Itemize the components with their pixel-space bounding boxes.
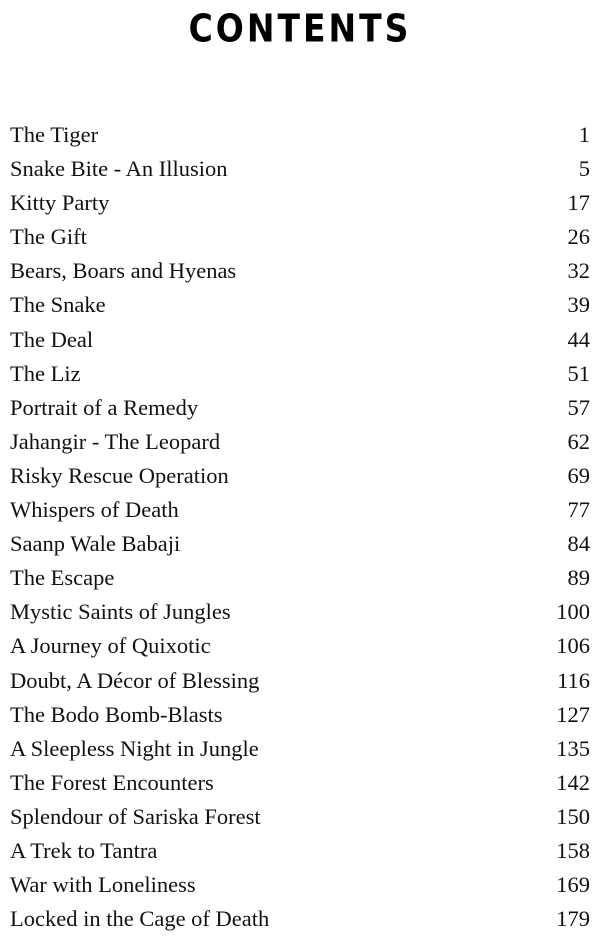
toc-entry-page-number: 179 bbox=[556, 906, 590, 932]
toc-entry-page-number: 100 bbox=[556, 599, 590, 625]
toc-entry-page-number: 169 bbox=[556, 872, 590, 898]
toc-entry bbox=[10, 152, 590, 186]
page-title: CONTENTS bbox=[188, 6, 412, 51]
toc-entry-page-number: 17 bbox=[567, 190, 590, 216]
toc-entry-title: A Journey of Quixotic bbox=[10, 633, 211, 659]
toc-entry bbox=[10, 254, 590, 288]
toc-entry bbox=[10, 902, 590, 936]
toc-entry-page-number: 84 bbox=[567, 531, 590, 557]
toc-entry-title: Locked in the Cage of Death bbox=[10, 906, 270, 932]
toc-entry-title: The Liz bbox=[10, 360, 81, 386]
toc-entry-page-number: 116 bbox=[557, 667, 590, 693]
toc-entry-title: Snake Bite - An Illusion bbox=[10, 156, 228, 182]
toc-entry-title: Jahangir - The Leopard bbox=[10, 428, 221, 454]
toc-entry-title: Kitty Party bbox=[10, 190, 110, 216]
toc-entry-title: Whispers of Death bbox=[10, 497, 179, 523]
toc-entry-page-number: 106 bbox=[556, 633, 590, 659]
toc-entry bbox=[10, 186, 590, 220]
toc-entry bbox=[10, 459, 590, 493]
toc-entry bbox=[10, 766, 590, 800]
toc-entry-page-number: 32 bbox=[567, 258, 590, 284]
toc-entry-title: War with Loneliness bbox=[10, 872, 196, 898]
toc-entry-title: The Gift bbox=[10, 224, 87, 250]
toc-entry-title: The Deal bbox=[10, 326, 94, 352]
toc-entry-title: The Snake bbox=[10, 292, 106, 318]
toc-entry-page-number: 69 bbox=[567, 462, 590, 488]
toc-entry bbox=[10, 323, 590, 357]
toc-entry bbox=[10, 493, 590, 527]
toc-entry-page-number: 39 bbox=[567, 292, 590, 318]
toc-entry-title: The Forest Encounters bbox=[10, 769, 214, 795]
toc-entry-page-number: 89 bbox=[567, 565, 590, 591]
toc-entry bbox=[10, 425, 590, 459]
toc-entry-page-number: 135 bbox=[556, 735, 590, 761]
toc-entry-title: Risky Rescue Operation bbox=[10, 462, 229, 488]
toc-entry bbox=[10, 698, 590, 732]
toc-entry bbox=[10, 868, 590, 902]
toc-entry-page-number: 62 bbox=[567, 428, 590, 454]
toc-entry-title: Mystic Saints of Jungles bbox=[10, 599, 231, 625]
toc-entry bbox=[10, 527, 590, 561]
toc-entry-page-number: 1 bbox=[578, 122, 590, 147]
toc-entry-title: The Tiger bbox=[10, 122, 99, 147]
toc-entry-title: Saanp Wale Babaji bbox=[10, 531, 181, 557]
toc-entry-page-number: 5 bbox=[578, 156, 590, 182]
toc-entry bbox=[10, 118, 590, 152]
toc-entry bbox=[10, 357, 590, 391]
toc-entry-title: A Trek to Tantra bbox=[10, 837, 158, 863]
toc-entry bbox=[10, 800, 590, 834]
toc-entry-title: A Sleepless Night in Jungle bbox=[10, 735, 259, 761]
toc-entry bbox=[10, 732, 590, 766]
toc-entry-title: The Escape bbox=[10, 565, 115, 591]
toc-entry bbox=[10, 288, 590, 322]
toc-entry-page-number: 127 bbox=[556, 701, 590, 727]
toc-entry bbox=[10, 391, 590, 425]
toc-entry bbox=[10, 664, 590, 698]
toc-entry-page-number: 57 bbox=[567, 394, 590, 420]
toc-entry bbox=[10, 834, 590, 868]
toc-entry-page-number: 26 bbox=[567, 224, 590, 250]
toc-entry-title: Portrait of a Remedy bbox=[10, 394, 199, 420]
toc-entry bbox=[10, 629, 590, 663]
toc-entry-page-number: 51 bbox=[567, 360, 590, 386]
toc-entry-page-number: 142 bbox=[556, 769, 590, 795]
toc-entry-title: Doubt, A Décor of Blessing bbox=[10, 667, 260, 693]
toc-entry-page-number: 77 bbox=[567, 497, 590, 523]
toc-entry bbox=[10, 220, 590, 254]
toc-entry-page-number: 150 bbox=[556, 803, 590, 829]
toc-entry-page-number: 44 bbox=[567, 326, 590, 352]
toc-entry-title: The Bodo Bomb-Blasts bbox=[10, 701, 223, 727]
toc-entry-title: Splendour of Sariska Forest bbox=[10, 803, 261, 829]
toc-entry bbox=[10, 595, 590, 629]
table-of-contents bbox=[10, 118, 590, 936]
toc-entry bbox=[10, 561, 590, 595]
toc-entry-title: Bears, Boars and Hyenas bbox=[10, 258, 237, 284]
toc-entry-page-number: 158 bbox=[556, 837, 590, 863]
